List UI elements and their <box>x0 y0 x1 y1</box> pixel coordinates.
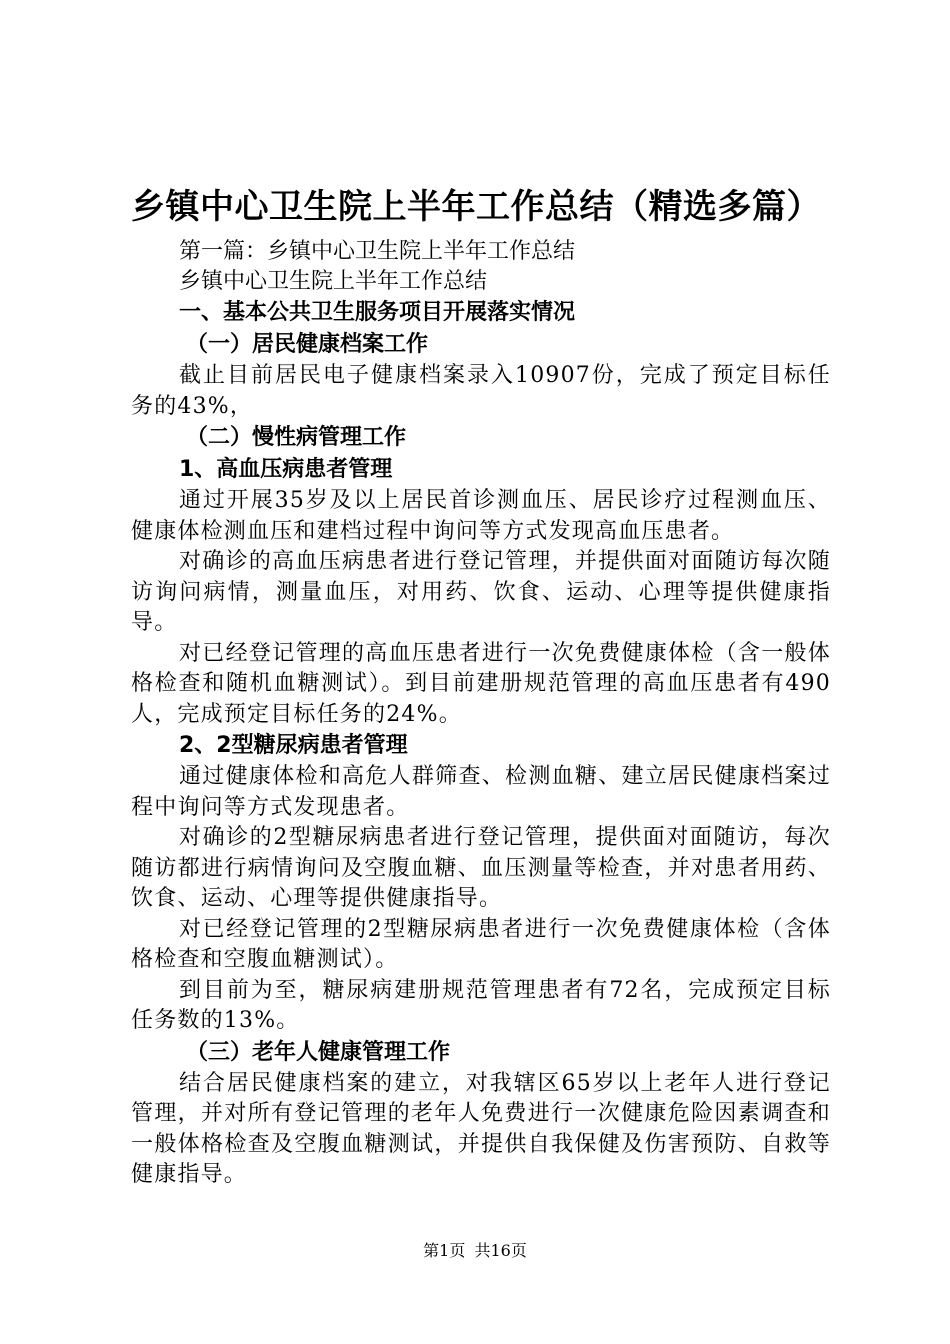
section-heading-public-health: 一、基本公共卫生服务项目开展落实情况 <box>179 300 576 325</box>
subsection-heading-health-records: （一）居民健康档案工作 <box>186 332 429 357</box>
paragraph-health-records: 截止目前居民电子健康档案录入10907份，完成了预定目标任务的43%， <box>131 363 831 419</box>
page-total: 共16页 <box>474 1241 527 1260</box>
paragraph-diabetes-checkup: 对已经登记管理的2型糖尿病患者进行一次免费健康体检（含体格检查和空腹血糖测试）。 <box>131 916 831 972</box>
document-title: 乡镇中心卫生院上半年工作总结（精选多篇） <box>131 187 821 227</box>
document-subtitle-first-article: 第一篇：乡镇中心卫生院上半年工作总结 <box>179 239 576 264</box>
document-body <box>131 183 831 1191</box>
paragraph-hypertension-screening: 通过开展35岁及以上居民首诊测血压、居民诊疗过程测血压、健康体检测血压和建档过程中询问等方式发现高血压患者。 <box>131 488 831 544</box>
paragraph-hypertension-followup: 对确诊的高血压病患者进行登记管理，并提供面对面随访每次随访询问病情，测量血压，对用药、饮食、运动、心理等提供健康指导。 <box>131 549 831 635</box>
document-subtitle-summary: 乡镇中心卫生院上半年工作总结 <box>179 269 488 294</box>
item-heading-diabetes: 2、2型糖尿病患者管理 <box>179 733 408 758</box>
subsection-heading-chronic-disease: （二）慢性病管理工作 <box>186 425 407 450</box>
paragraph-elderly-care: 结合居民健康档案的建立，对我辖区65岁以上老年人进行登记管理，并对所有登记管理的老年人免费进行一次健康危险因素调查和一般体格检查及空腹血糖测试，并提供自我保健及伤害预防、自救等健康指导。 <box>131 1070 831 1187</box>
paragraph-diabetes-screening: 通过健康体检和高危人群筛查、检测血糖、建立居民健康档案过程中询问等方式发现患者。 <box>131 764 831 820</box>
item-heading-hypertension: 1、高血压病患者管理 <box>179 457 393 482</box>
paragraph-diabetes-progress: 到目前为至，糖尿病建册规范管理患者有72名，完成预定目标任务数的13%。 <box>131 977 831 1033</box>
page-footer <box>0 1240 950 1262</box>
page-number: 第1页 <box>423 1241 466 1260</box>
subsection-heading-elderly-care: （三）老年人健康管理工作 <box>186 1039 451 1065</box>
paragraph-diabetes-followup: 对确诊的2型糖尿病患者进行登记管理，提供面对面随访，每次随访都进行病情询问及空腹血糖、血压测量等检查，并对患者用药、饮食、运动、心理等提供健康指导。 <box>131 825 831 911</box>
paragraph-hypertension-checkup: 对已经登记管理的高血压患者进行一次免费健康体检（含一般体格检查和随机血糖测试）。到目前建册规范管理的高血压患者有490人，完成预定目标任务的24%。 <box>131 640 831 727</box>
